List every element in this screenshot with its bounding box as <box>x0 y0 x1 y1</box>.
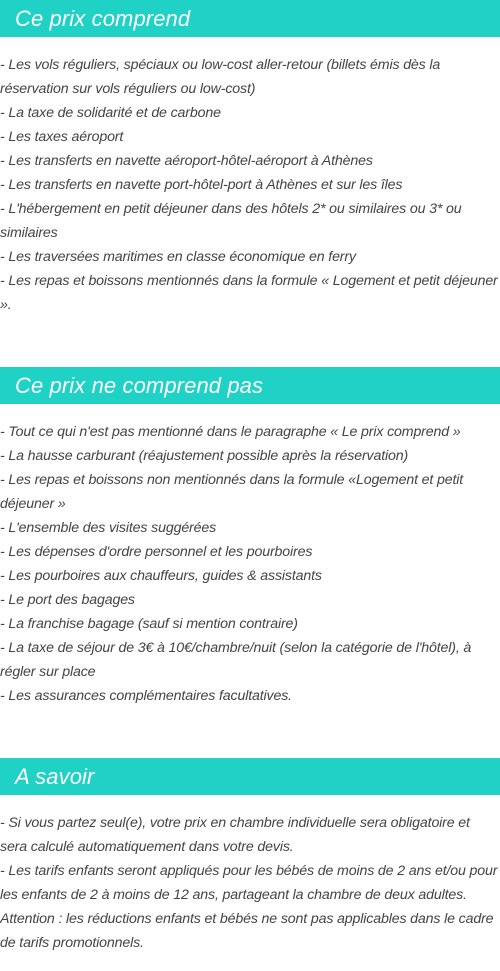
price-excludes-heading: Ce prix ne comprend pas <box>15 372 264 398</box>
price-includes-list <box>0 53 500 317</box>
list-item: - Les tarifs enfants seront appliqués pour les bébés de moins de 2 ans et/ou pour les enfants de 2 à moins de 12 ans, partageant la chambre de deux adultes. Attention : les réductions enfants et bébés ne sont pas applicables dans le cadre de tarifs promotionnels. <box>0 863 498 951</box>
list-item: - Les repas et boissons mentionnés dans la formule « Logement et petit déjeuner ». <box>0 273 498 313</box>
good-to-know-list <box>0 811 500 955</box>
price-includes-section <box>0 0 500 317</box>
good-to-know-heading-bar <box>0 758 500 795</box>
list-item: - Les transferts en navette aéroport-hôtel-aéroport à Athènes <box>0 153 373 169</box>
price-excludes-list <box>0 420 500 708</box>
list-item: - La taxe de séjour de 3€ à 10€/chambre/nuit (selon la catégorie de l'hôtel), à régler sur place <box>0 640 472 680</box>
price-excludes-section <box>0 367 500 708</box>
list-item: - Les assurances complémentaires facultatives. <box>0 688 292 704</box>
list-item: - Les pourboires aux chauffeurs, guides & assistants <box>0 568 322 584</box>
list-item: - Si vous partez seul(e), votre prix en chambre individuelle sera obligatoire et sera calculé automatiquement dans votre devis. <box>0 815 470 855</box>
list-item: - La franchise bagage (sauf si mention contraire) <box>0 616 298 632</box>
list-item: - Les dépenses d'ordre personnel et les pourboires <box>0 544 313 560</box>
list-item: - La taxe de solidarité et de carbone <box>0 105 221 121</box>
list-item: - Le port des bagages <box>0 592 135 608</box>
price-excludes-heading-bar <box>0 367 500 404</box>
price-includes-heading-bar <box>0 0 500 37</box>
list-item: - Tout ce qui n'est pas mentionné dans le paragraphe « Le prix comprend » <box>0 424 461 440</box>
list-item: - La hausse carburant (réajustement possible après la réservation) <box>0 448 409 464</box>
list-item: - Les transferts en navette port-hôtel-port à Athènes et sur les îles <box>0 177 403 193</box>
list-item: - L'ensemble des visites suggérées <box>0 520 217 536</box>
price-includes-heading: Ce prix comprend <box>15 5 191 31</box>
good-to-know-heading: A savoir <box>15 763 95 789</box>
good-to-know-section <box>0 758 500 955</box>
list-item: - Les traversées maritimes en classe économique en ferry <box>0 249 356 265</box>
list-item: - Les repas et boissons non mentionnés dans la formule «Logement et petit déjeuner » <box>0 472 464 512</box>
list-item: - L'hébergement en petit déjeuner dans des hôtels 2* ou similaires ou 3* ou similaires <box>0 201 462 241</box>
list-item: - Les taxes aéroport <box>0 129 124 145</box>
list-item: - Les vols réguliers, spéciaux ou low-cost aller-retour (billets émis dès la réservation sur vols réguliers ou low-cost) <box>0 57 441 97</box>
